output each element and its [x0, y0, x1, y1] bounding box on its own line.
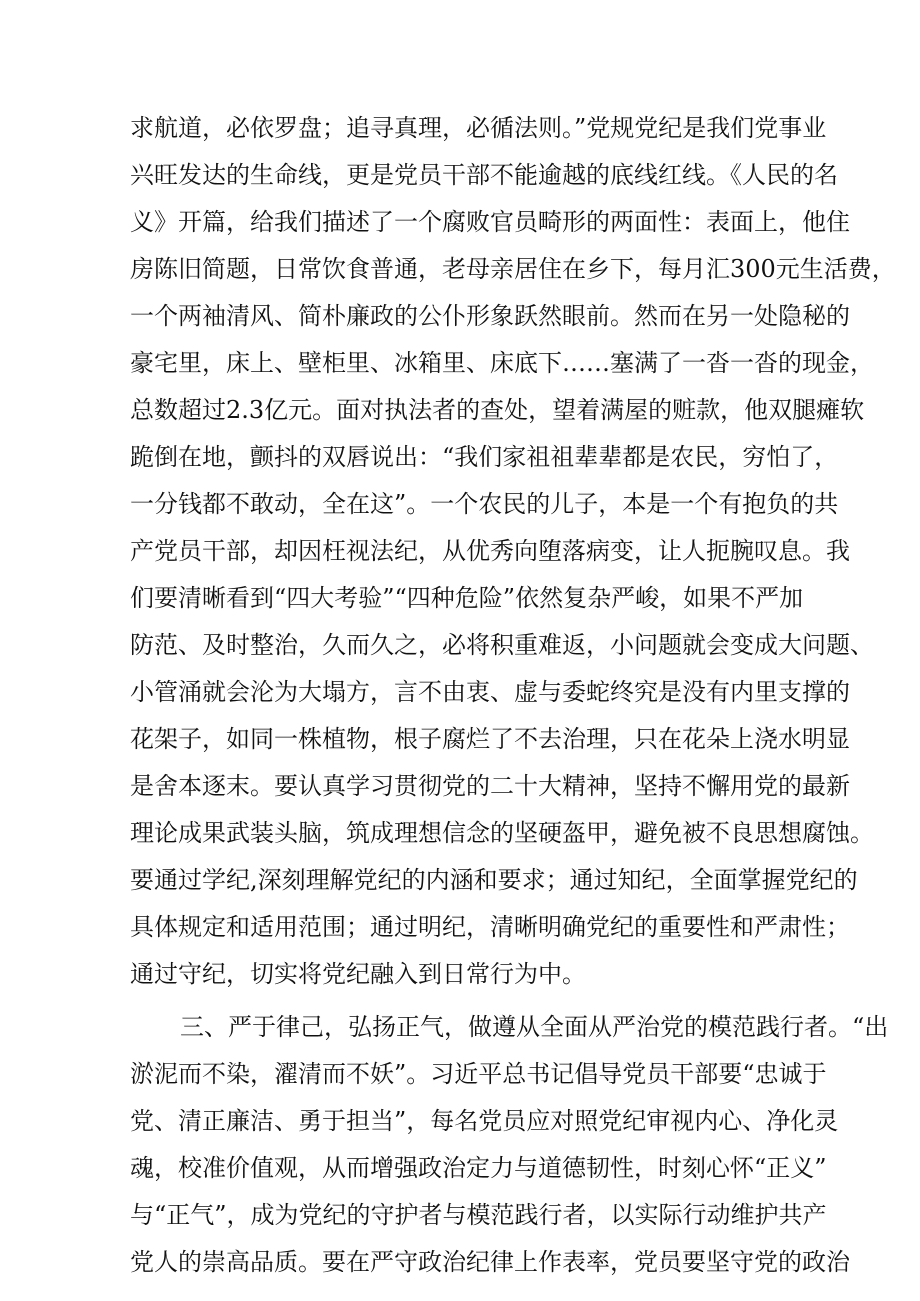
- text-line: 房陈旧简题，日常饮食普通，老母亲居住在乡下，每月汇300元生活费，: [130, 255, 896, 283]
- text-line: 一个两袖清风、简朴廉政的公仆形象跃然眼前。然而在另一处隐秘的: [130, 302, 850, 330]
- text-line: 求航道，必依罗盘；追寻真理，必循法则。”党规党纪是我们党事业: [130, 114, 827, 142]
- text-line: 要通过学纪,深刻理解党纪的内涵和要求；通过知纪，全面掌握党纪的: [130, 866, 858, 894]
- text-line: 是舍本逐末。要认真学习贯彻党的二十大精神，坚持不懈用党的最新: [130, 772, 850, 800]
- text-line: 产党员干部，却因枉视法纪，从优秀向堕落病变，让人扼腕叹息。我: [130, 537, 850, 565]
- paragraph-1: [130, 105, 896, 998]
- text-line: 魂，校准价值观，从而增强政治定力与道德韧性，时刻心怀“正义”: [130, 1154, 827, 1182]
- text-line: 具体规定和适用范围；通过明纪，清晰明确党纪的重要性和严肃性；: [130, 913, 850, 941]
- text-line: 小管涌就会沦为大塌方，言不由衷、虚与委蛇终究是没有内里支撑的: [130, 678, 850, 706]
- text-line: 跪倒在地，颤抖的双唇说出：“我们家祖祖辈辈都是农民，穷怕了，: [130, 443, 839, 471]
- text-line: 义》开篇，给我们描述了一个腐败官员畸形的两面性：表面上，他住: [130, 208, 850, 236]
- text-line: 兴旺发达的生命线，更是党员干部不能逾越的底线红线。《人民的名: [130, 161, 838, 189]
- text-line: 一分钱都不敢动，全在这”。一个农民的儿子，本是一个有抱负的共: [130, 490, 839, 518]
- text-line: 党、清正廉洁、勇于担当”，每名党员应对照党纪审视内心、净化灵: [130, 1107, 839, 1135]
- text-line: 花架子，如同一株植物，根子腐烂了不去治理，只在花朵上浇水明显: [130, 725, 850, 753]
- section-heading-line: 三、严于律己，弘扬正气，做遵从全面从严治党的模范践行者。“出: [180, 1013, 889, 1041]
- document-body: [130, 105, 896, 1286]
- text-line: 通过守纪，切实将党纪融入到日常行为中。: [130, 960, 586, 988]
- paragraph-2: [130, 1004, 889, 1286]
- text-line: 党人的崇高品质。要在严守政治纪律上作表率，党员要坚守党的政治: [130, 1248, 850, 1276]
- text-line: 豪宅里，床上、壁柜里、冰箱里、床底下……塞满了一沓一沓的现金，: [130, 349, 874, 377]
- text-line: 理论成果武装头脑，筑成理想信念的坚硬盔甲，避免被不良思想腐蚀。: [130, 819, 874, 847]
- text-line: 总数超过2.3亿元。面对执法者的查处，望着满屋的赃款，他双腿瘫软: [130, 396, 865, 424]
- text-line: 与“正气”，成为党纪的守护者与模范践行者，以实际行动维护共产: [130, 1201, 827, 1229]
- text-line: 防范、及时整治，久而久之，必将积重难返，小问题就会变成大问题、: [130, 631, 874, 659]
- text-line: 们要清晰看到“四大考验”“四种危险”依然复杂严峻，如果不严加: [130, 584, 804, 612]
- text-line: 淤泥而不染，濯清而不妖”。习近平总书记倡导党员干部要“忠诚于: [130, 1060, 827, 1088]
